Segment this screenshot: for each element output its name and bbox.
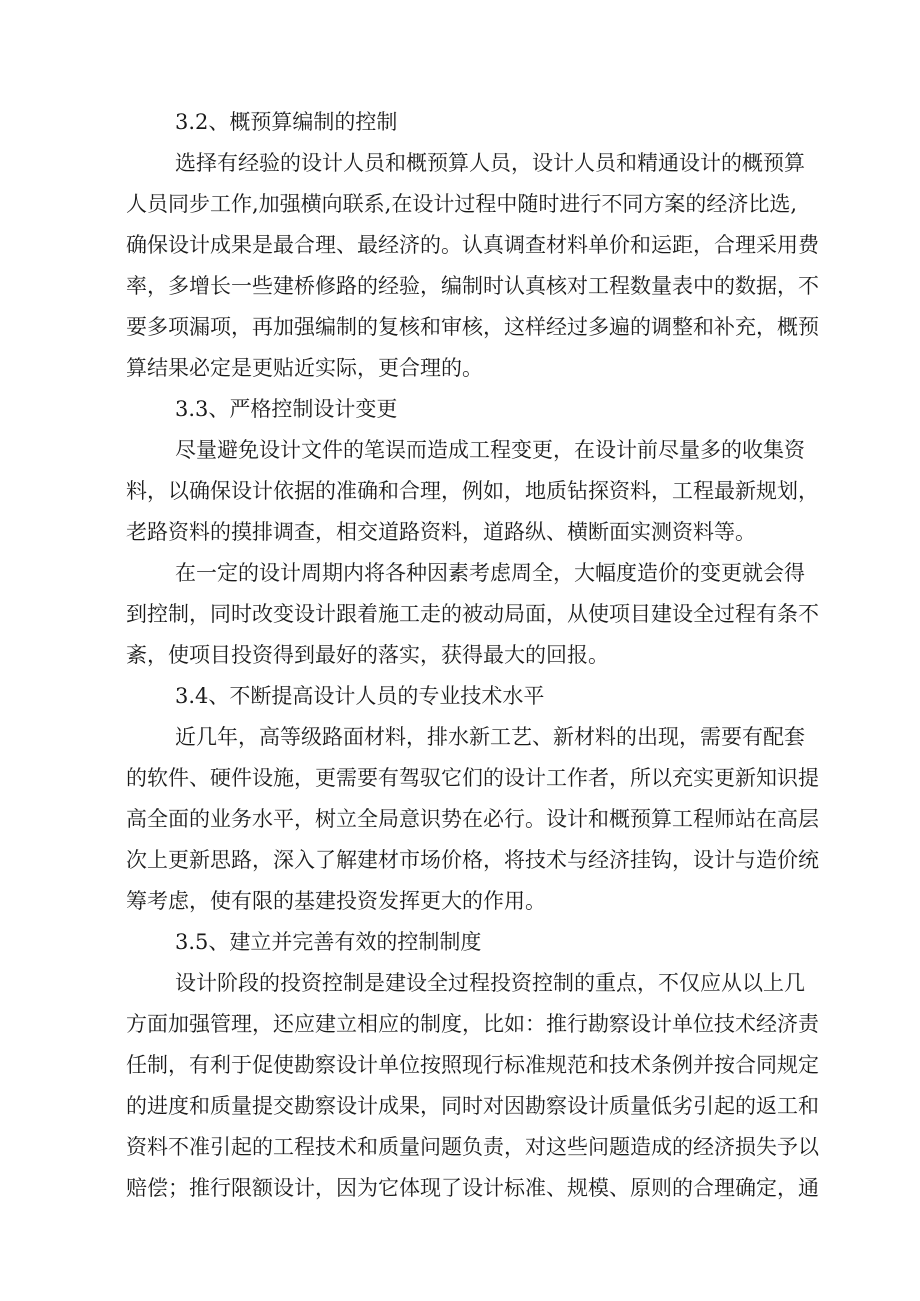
- paragraph-line: 方面加强管理，还应建立相应的制度，比如：推行勘察设计单位技术经济责: [126, 1012, 819, 1036]
- paragraph-line: 任制，有利于促使勘察设计单位按照现行标准规范和技术条例并按合同规定: [126, 1053, 819, 1077]
- section-heading-3-2: 3.2、概预算编制的控制: [175, 110, 398, 134]
- paragraph-line: 紊，使项目投资得到最好的落实，获得最大的回报。: [126, 643, 609, 667]
- paragraph-line: 近几年，高等级路面材料，排水新工艺、新材料的出现，需要有配套: [175, 725, 805, 749]
- paragraph-line: 算结果必定是更贴近实际，更合理的。: [126, 356, 483, 380]
- paragraph-line: 到控制，同时改变设计跟着施工走的被动局面，从使项目建设全过程有条不: [126, 602, 819, 626]
- section-heading-3-3: 3.3、严格控制设计变更: [175, 397, 398, 421]
- paragraph-line: 率，多增长一些建桥修路的经验，编制时认真核对工程数量表中的数据，不: [126, 274, 819, 298]
- paragraph-line: 在一定的设计周期内将各种因素考虑周全，大幅度造价的变更就会得: [175, 561, 805, 585]
- paragraph-line: 尽量避免设计文件的笔误而造成工程变更，在设计前尽量多的收集资: [175, 438, 805, 462]
- paragraph-line: 的软件、硬件设施，更需要有驾驭它们的设计工作者，所以充实更新知识提: [126, 766, 819, 790]
- paragraph-line: 的进度和质量提交勘察设计成果，同时对因勘察设计质量低劣引起的返工和: [126, 1094, 819, 1118]
- paragraph-line: 料，以确保设计依据的准确和合理，例如，地质钻探资料，工程最新规划，: [126, 479, 819, 503]
- paragraph-line: 筹考虑，使有限的基建投资发挥更大的作用。: [126, 889, 546, 913]
- section-heading-3-4: 3.4、不断提高设计人员的专业技术水平: [175, 684, 545, 708]
- paragraph-line: 选择有经验的设计人员和概预算人员，设计人员和精通设计的概预算: [175, 151, 805, 175]
- paragraph-line: 老路资料的摸排调查，相交道路资料，道路纵、横断面实测资料等。: [126, 520, 756, 544]
- paragraph-line: 资料不准引起的工程技术和质量问题负责，对这些问题造成的经济损失予以: [126, 1135, 819, 1159]
- paragraph-line: 确保设计成果是最合理、最经济的。认真调查材料单价和运距，合理采用费: [126, 233, 819, 257]
- paragraph-line: 次上更新思路，深入了解建材市场价格，将技术与经济挂钩，设计与造价统: [126, 848, 819, 872]
- section-heading-3-5: 3.5、建立并完善有效的控制制度: [175, 930, 482, 954]
- paragraph-line: 设计阶段的投资控制是建设全过程投资控制的重点，不仅应从以上几: [175, 971, 805, 995]
- paragraph-line: 要多项漏项，再加强编制的复核和审核，这样经过多遍的调整和补充，概预: [126, 315, 819, 339]
- paragraph-line: 赔偿；推行限额设计，因为它体现了设计标准、规模、原则的合理确定，通: [126, 1176, 819, 1200]
- paragraph-line: 人员同步工作,加强横向联系,在设计过程中随时进行不同方案的经济比选,: [126, 192, 798, 216]
- paragraph-line: 高全面的业务水平，树立全局意识势在必行。设计和概预算工程师站在高层: [126, 807, 819, 831]
